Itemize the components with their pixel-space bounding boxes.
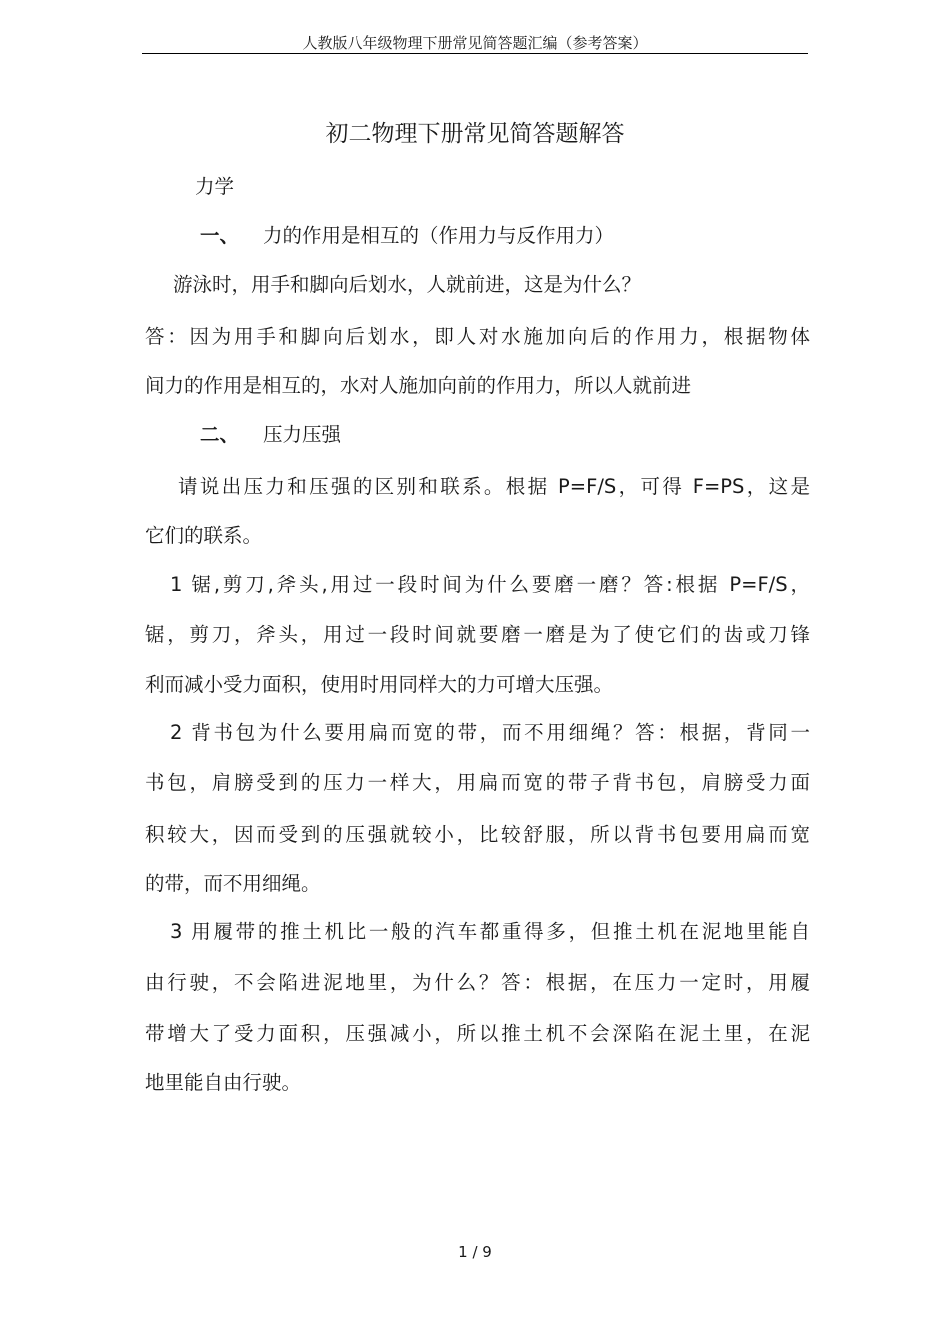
page-number: 1 / 9	[458, 1243, 492, 1261]
document-title: 初二物理下册常见简答题解答	[325, 121, 625, 147]
section-title: 力的作用是相互的（作用力与反作用力）	[263, 224, 615, 247]
answer-line: 间力的作用是相互的，水对人施加向前的作用力，所以人就前进	[145, 374, 692, 397]
section-number: 一、	[200, 224, 240, 247]
question-text: 游泳时，用手和脚向后划水，人就前进，这是为什么？	[173, 273, 642, 296]
paragraph-line: 积较大，因而受到的压强就较小，比较舒服，所以背书包要用扁而宽	[145, 823, 810, 846]
running-header: 人教版八年级物理下册常见简答题汇编（参考答案）	[142, 34, 808, 54]
paragraph-line: 锯，剪刀，斧头，用过一段时间就要磨一磨是为了使它们的齿或刀锋	[145, 623, 810, 646]
paragraph-line: 利而减小受力面积，使用时用同样大的力可增大压强。	[145, 673, 614, 696]
paragraph-line: 它们的联系。	[145, 524, 263, 547]
paragraph-line: 由行驶，不会陷进泥地里，为什么？答：根据，在压力一定时，用履	[145, 971, 810, 994]
paragraph-line: 请说出压力和压强的区别和联系。根据 P=F/S，可得 F=PS，这是	[178, 475, 810, 498]
subject-label: 力学	[195, 175, 235, 198]
section-title: 压力压强	[263, 423, 342, 446]
section-heading	[200, 221, 865, 251]
section-heading	[200, 420, 865, 450]
paragraph-line: 带增大了受力面积，压强减小，所以推土机不会深陷在泥土里，在泥	[145, 1022, 810, 1045]
section-number: 二、	[200, 423, 240, 446]
paragraph-line: 书包，肩膀受到的压力一样大，用扁而宽的带子背书包，肩膀受力面	[145, 771, 810, 794]
paragraph-line: 地里能自由行驶。	[145, 1071, 302, 1094]
paragraph-line: 的带，而不用细绳。	[145, 872, 321, 895]
paragraph-line: 2 背书包为什么要用扁而宽的带，而不用细绳？答：根据，背同一	[170, 721, 810, 744]
paragraph-line: 1 锯,剪刀,斧头,用过一段时间为什么要磨一磨？答:根据 P=F/S，	[170, 573, 810, 596]
answer-line: 答：因为用手和脚向后划水，即人对水施加向后的作用力，根据物体	[145, 325, 810, 348]
paragraph-line: 3 用履带的推土机比一般的汽车都重得多，但推土机在泥地里能自	[170, 920, 810, 943]
